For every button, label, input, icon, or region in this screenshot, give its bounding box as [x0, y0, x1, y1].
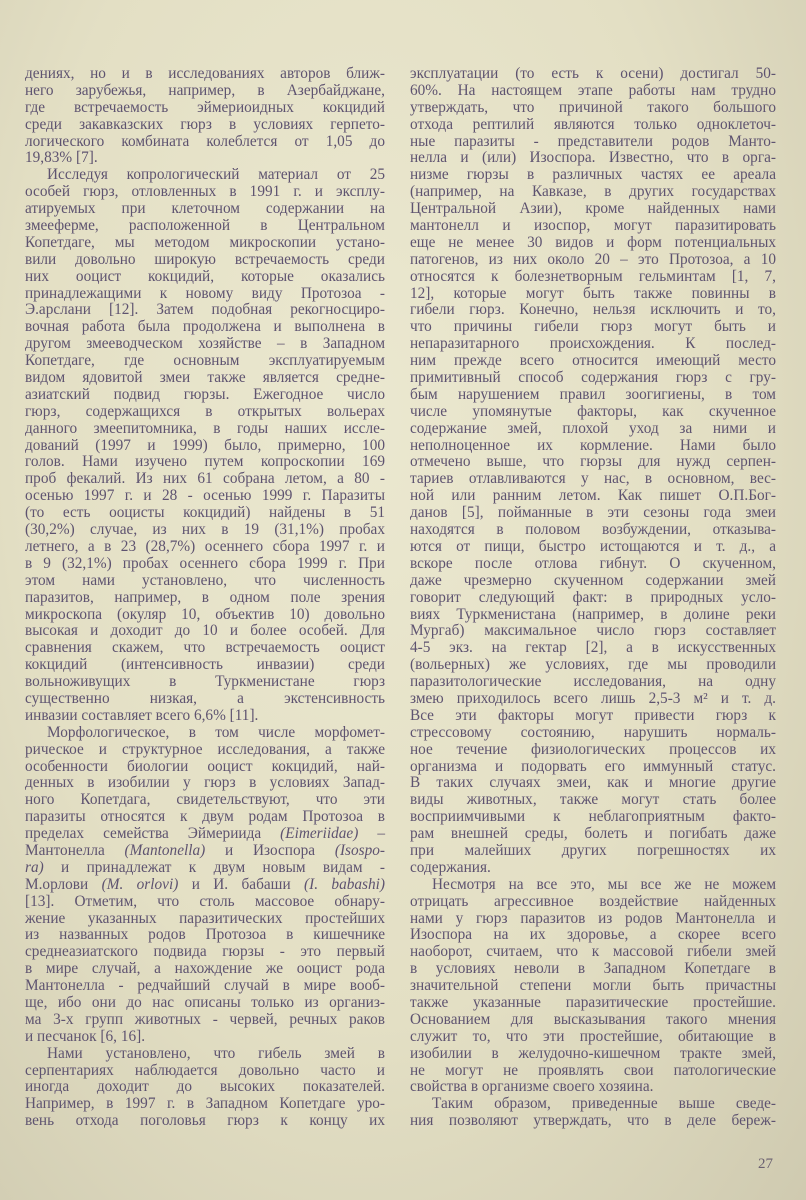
text-line: 12], которые могут быть также повинны в [410, 284, 776, 302]
text-segment: Мантонелла [25, 841, 125, 859]
text-segment: – [358, 825, 385, 843]
text-line: гибели гюрз. Конечно, нельзя исключить и то, [410, 301, 776, 319]
text-line: наоборот, считаем, что к массовой гибели змей [410, 943, 776, 961]
text-line: голов. Нами изучено путем копроскопии 169 [25, 453, 385, 471]
text-line: в 9 (32,1%) пробах осеннего сбора 1999 г. При [25, 554, 385, 572]
text-line: вень отхода поголовья гюрз к концу их [25, 1112, 385, 1130]
text-line: ния позволяют утверждать, что в деле береж- [410, 1112, 776, 1130]
text-line: среднеазиатского подвида гюрзы - это первый [25, 943, 385, 961]
text-line: ные паразиты - представители родов Манто- [410, 132, 776, 150]
text-line: ного Копетдага, свидетельствуют, что эти [25, 791, 385, 809]
text-line: (например, на Кавказе, в других государствах [410, 183, 776, 201]
text-line: Несмотря на все это, мы все же не можем [432, 875, 776, 893]
text-line: организма и подорвать его иммунный статус. [410, 757, 776, 775]
text-line: денных в изобилии у гюрз в условиях Запад- [25, 774, 385, 792]
text-line: серпентариях наблюдается довольно часто и [25, 1061, 385, 1079]
text-line: не могут не проявлять свои патологические [410, 1061, 776, 1079]
text-line: (вольерных) же условиях, где мы проводили [410, 656, 776, 674]
text-segment: М.орлови [25, 875, 102, 893]
text-line: эксплуатации (то есть к осени) достигал 50- [410, 65, 776, 82]
text-segment: и Изоспора [205, 841, 335, 859]
text-line: даже чрезмерно скученном содержании змей [410, 571, 776, 589]
text-line: дениях, но и в исследованиях авторов ближ- [25, 65, 385, 82]
text-segment: и принадлежат к двум новым видам - [43, 858, 385, 876]
italic-latin-name: (Eimeriidae) [280, 825, 359, 843]
text-line: (то есть ооцисты кокцидий) найдены в 51 [25, 504, 385, 522]
text-line: непаразитарного происхождения. К послед- [410, 335, 776, 353]
text-line: содержание змей, плохой уход за ними и [410, 419, 776, 437]
text-line: бым нарушением правил зоогигиены, в том [410, 385, 776, 403]
text-line [25, 826, 385, 843]
text-line [25, 877, 385, 894]
text-line: 4-5 экз. на гектар [2], а в искусственных [410, 639, 776, 657]
text-line: также указанные паразитические простейшие. [410, 993, 776, 1011]
text-line: данного змеепитомника, в годы наших иссле- [25, 419, 385, 437]
text-line: относятся к болезнетворным гельминтам [1, 7, [410, 267, 776, 285]
text-line: В таких случаях змеи, как и многие другие [410, 774, 776, 792]
text-line [25, 843, 385, 860]
text-segment: пределах семейства Эймериида [25, 825, 281, 843]
text-line: азиатский подвид гюрзы. Ежегодное число [25, 385, 385, 403]
text-line: Мантонелла - редчайший случай в мире вооб- [25, 977, 385, 995]
text-line: утверждать, что причиной такого большого [410, 98, 776, 116]
text-line: патогенов, из них около 20 – это Протозоа, а 10 [410, 250, 776, 268]
text-line: другом змееводческом хозяйстве – в Западном [25, 335, 385, 353]
text-line: микроскопа (окуляр 10, объектив 10) довольно [25, 605, 385, 623]
italic-latin-name: ra) [25, 858, 44, 876]
text-line: паразитов, например, в одном поле зрения [25, 588, 385, 606]
text-line: гюрз, содержащихся в открытых вольерах [25, 402, 385, 420]
text-line: рам внешней среды, болеть и погибать даже [410, 825, 776, 843]
paragraph [410, 1096, 776, 1130]
text-line: еще не менее 30 видов и форм потенциальных [410, 233, 776, 251]
paragraph [25, 66, 385, 167]
text-line: вочная работа была продолжена и выполнена в [25, 318, 385, 336]
text-line: свойства в организме своего хозяина. [410, 1078, 654, 1096]
text-line: Например, в 1997 г. в Западном Копетдаге уро- [25, 1095, 385, 1113]
text-line: (30,2%) случае, из них в 19 (31,1%) пробах [25, 521, 385, 539]
text-line: при малейших других погрешностях их [410, 841, 776, 859]
text-line: сравнения скажем, что встречаемость ооцист [25, 639, 385, 657]
text-line: [13]. Отметим, что столь массовое обнару- [25, 892, 385, 910]
text-line: содержания. [410, 858, 491, 876]
italic-latin-name: (M. orlovi) [101, 875, 179, 893]
text-line: ются от пищи, быстро истощаются и т. д., а [410, 537, 776, 555]
text-line: в условиях неволи в Западном Копетдаге в [410, 960, 776, 978]
text-line: существенно низкая, а экстенсивность [25, 689, 385, 707]
text-line: отмечено выше, что гюрзы для нужд серпен- [410, 453, 776, 471]
text-line: логического комбината колеблется от 1,05 до [25, 132, 385, 150]
text-line: Исследуя копрологический материал от 25 [47, 166, 385, 184]
text-line: Таким образом, приведенные выше сведе- [432, 1095, 776, 1113]
text-line [25, 860, 385, 877]
text-line: что причины гибели гюрз могут быть и [410, 318, 776, 336]
text-line: принадлежащими к новому виду Протозоа - [25, 284, 385, 302]
text-line: из названных родов Протозоа в кишечнике [25, 926, 385, 944]
paragraph [410, 877, 776, 1097]
text-line: него зарубежья, например, в Азербайджане, [25, 81, 385, 99]
text-line: говорит следующий факт: в природных усло- [410, 588, 776, 606]
paragraph [25, 725, 385, 1046]
text-line: вили довольно широкую встречаемость среди [25, 250, 385, 268]
italic-latin-name: (I. babashi) [304, 875, 385, 893]
text-line: Нами установлено, что гибель змей в [47, 1044, 385, 1062]
text-line: отхода рептилий являются только одноклеточ- [410, 115, 776, 133]
text-line: ма 3-х групп животных - червей, речных раков [25, 1010, 385, 1028]
text-line: ним прежде всего относится имеющий место [410, 352, 776, 370]
text-line: восприимчивыми к неблагоприятным факто- [410, 808, 776, 826]
page-number: 27 [758, 1156, 773, 1172]
text-column-right [410, 66, 776, 1130]
text-line: змееферме, расположенной в Центральном [25, 217, 385, 235]
text-line: дований (1997 и 1999) было, примерно, 100 [25, 436, 385, 454]
paragraph [410, 66, 776, 877]
text-line: осенью 1997 г. и 28 - осенью 1999 г. Паразиты [25, 487, 385, 505]
text-line: особей гюрз, отловленных в 1991 г. и эксплу- [25, 183, 385, 201]
text-line: Изоспора на их здоровье, а скорее всего [410, 926, 776, 944]
text-line: неполноценное их кормление. Нами было [410, 436, 776, 454]
text-line: инвазии составляет всего 6,6% [11]. [25, 706, 259, 724]
text-line: данов [5], пойманные в эти сезоны года змеи [410, 504, 776, 522]
text-line: где встречаемость эймериоидных кокцидий [25, 98, 385, 116]
text-line: виды животных, также могут стать более [410, 791, 776, 809]
text-line: вольноживущих в Туркменистане гюрз [25, 673, 385, 691]
text-line: этом нами установлено, что численность [25, 571, 385, 589]
text-line: ное течение физиологических процессов их [410, 740, 776, 758]
paragraph [25, 167, 385, 724]
text-line: видом ядовитой змеи также является средне- [25, 369, 385, 387]
text-line: мантонелл и изоспор, могут паразитировать [410, 217, 776, 235]
text-line: Копетдаге, где основным эксплуатируемым [25, 352, 385, 370]
text-line: жение указанных паразитических простейших [25, 909, 385, 927]
text-line: низме гюрзы в различных частях ее ареала [410, 166, 776, 184]
text-line: в мире случай, а нахождение же ооцист рода [25, 960, 385, 978]
text-line: кокцидий (интенсивность инвазии) среди [25, 656, 385, 674]
text-line: ще, ибо они до нас описаны только из организ- [25, 993, 385, 1011]
text-line: высокая и доходит до 10 и более особей. Для [25, 622, 385, 640]
text-line: нами у гюрз паразитов из родов Мантонелла и [410, 909, 776, 927]
text-line: Э.арслани [12]. Затем подобная рекогносциро- [25, 301, 385, 319]
text-column-left [25, 66, 385, 1130]
text-line: находятся в половом возбуждении, отказыва- [410, 521, 776, 539]
text-line: стрессовому состоянию, нарушить нормаль- [410, 723, 776, 741]
text-line: Морфологическое, в том числе морфомет- [47, 723, 385, 741]
text-line: паразиты относятся к двум родам Протозоа в [25, 808, 385, 826]
text-line: служит то, что эти простейшие, обитающие в [410, 1027, 776, 1045]
text-line: них ооцист кокцидий, которые оказались [25, 267, 385, 285]
text-line: особенности биологии ооцист кокцидий, най- [25, 757, 385, 775]
text-line: виях Туркменистана (например, в долине реки [410, 605, 776, 623]
text-line: и песчанок [6, 16]. [25, 1027, 146, 1045]
text-line: отрицать агрессивное воздействие найденных [410, 892, 776, 910]
text-line: изобилии в желудочно-кишечном тракте змей, [410, 1044, 776, 1062]
text-line: нелла и (или) Изоспора. Известно, что в орга- [410, 149, 776, 167]
text-line: Все эти факторы могут привести гюрз к [410, 706, 776, 724]
text-segment: и И. бабаши [178, 875, 305, 893]
text-line: иногда доходит до высоких показателей. [25, 1078, 385, 1096]
text-line: рическое и структурное исследования, а также [25, 740, 385, 758]
text-line: ной или ранним летом. Как пишет О.П.Бог- [410, 487, 776, 505]
text-line: Основанием для высказывания такого мнения [410, 1010, 776, 1028]
text-line: летнего, а в 23 (28,7%) осеннего сбора 1997 г. и [25, 537, 385, 555]
text-line: Копетдаге, мы методом микроскопии устано- [25, 233, 385, 251]
text-line: паразитологические исследования, на одну [410, 673, 776, 691]
text-line: змею приходилось всего лишь 2,5-3 м² и т. д. [410, 689, 776, 707]
italic-latin-name: (Mantonella) [124, 841, 206, 859]
text-line: 60%. На настоящем этапе работы нам трудно [410, 81, 776, 99]
text-line: примитивный способ содержания гюрз с гру- [410, 369, 776, 387]
text-line: числе упомянутые факторы, как скученное [410, 402, 776, 420]
italic-latin-name: (Isospo- [334, 841, 385, 859]
text-line: проб фекалий. Из них 61 собрана летом, а 80 - [25, 470, 385, 488]
text-line: Мургаб) максимальное число гюрз составляет [410, 622, 776, 640]
text-line: Центральной Азии), кроме найденных нами [410, 200, 776, 218]
text-line: вскоре после отлова гибнут. О скученном, [410, 554, 776, 572]
text-line: атируемых при клеточном содержании на [25, 200, 385, 218]
text-line: значительной степени могли быть причастны [410, 977, 776, 995]
text-line: среди закавказских гюрз в условиях герпето- [25, 115, 385, 133]
text-line: тариев отлавливаются у нас, в основном, вес- [410, 470, 776, 488]
paragraph [25, 1046, 385, 1130]
text-line: 19,83% [7]. [25, 149, 98, 167]
